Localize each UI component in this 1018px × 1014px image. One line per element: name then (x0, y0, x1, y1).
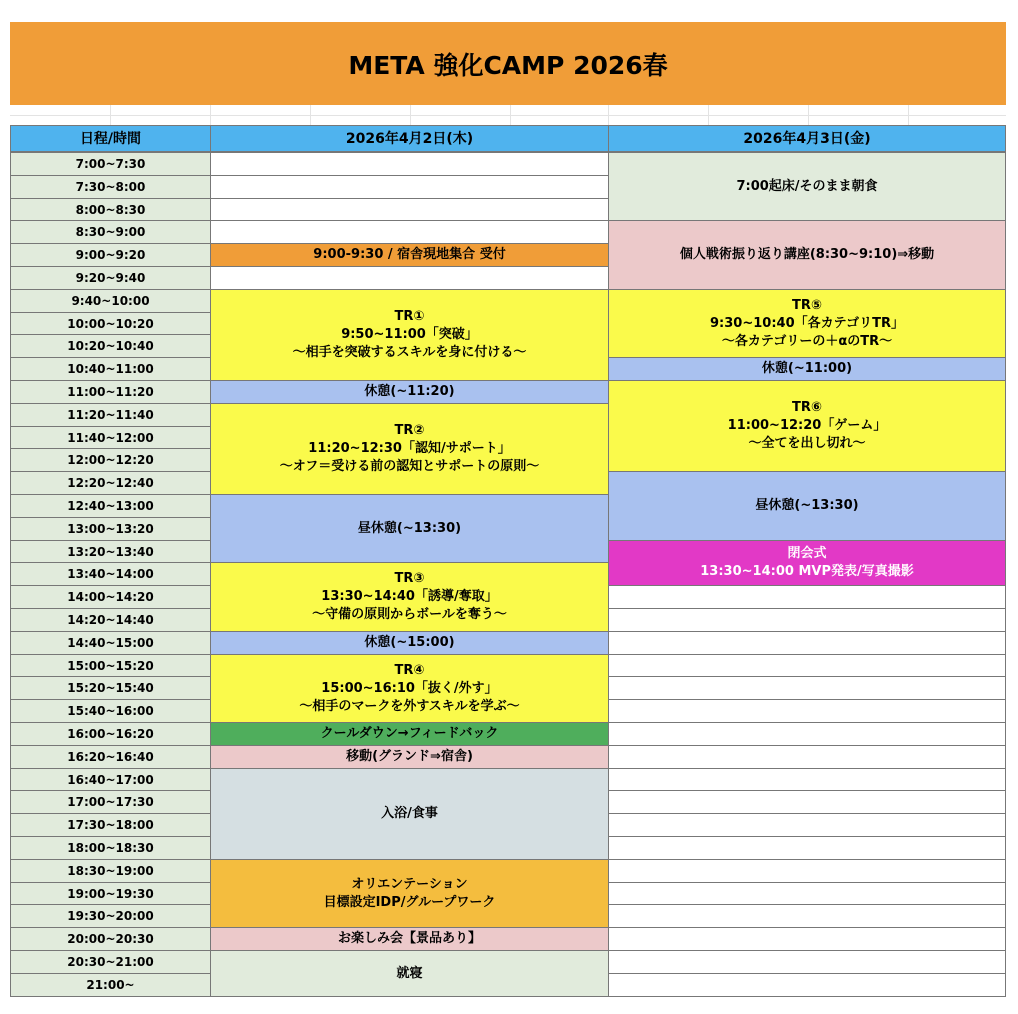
time-slot: 13:20~13:40 (10, 540, 211, 563)
day1-tr2: TR② 11:20~12:30「認知/サポート」 〜オフ＝受ける前の認知とサポートの原則〜 (210, 403, 609, 495)
gridline (10, 115, 1006, 116)
page-title: META 強化CAMP 2026春 (10, 22, 1006, 105)
day2-empty-1830 (608, 859, 1006, 883)
time-slot: 11:20~11:40 (10, 403, 211, 427)
day2-empty-2100 (608, 973, 1006, 997)
time-slot: 18:00~18:30 (10, 836, 211, 860)
day1-break-1: 休憩(~11:20) (210, 380, 609, 404)
day2-wakeup: 7:00起床/そのまま朝食 (608, 152, 1006, 221)
time-slot: 9:40~10:00 (10, 289, 211, 313)
time-slot: 21:00~ (10, 973, 211, 997)
day2-review-lecture: 個人戦術振り返り講座(8:30~9:10)⇒移動 (608, 220, 1006, 290)
time-slot: 14:40~15:00 (10, 631, 211, 655)
time-slot: 13:40~14:00 (10, 562, 211, 586)
time-slot: 19:00~19:30 (10, 882, 211, 905)
day1-bedtime: 就寝 (210, 950, 609, 997)
time-slot: 17:00~17:30 (10, 790, 211, 814)
time-slot: 16:40~17:00 (10, 768, 211, 791)
day1-empty-0700 (210, 152, 609, 176)
day1-empty-0800 (210, 198, 609, 221)
day2-empty-1930 (608, 904, 1006, 928)
day1-empty-0830 (210, 220, 609, 244)
time-slot: 9:20~9:40 (10, 266, 211, 290)
day2-empty-2030 (608, 950, 1006, 974)
time-slot: 7:30~8:00 (10, 175, 211, 199)
day1-lunch: 昼休憩(~13:30) (210, 494, 609, 563)
day2-empty-1800 (608, 836, 1006, 860)
day2-empty-1730 (608, 813, 1006, 837)
day2-empty-1900 (608, 882, 1006, 905)
day2-break: 休憩(~11:00) (608, 357, 1006, 381)
time-slot: 19:30~20:00 (10, 904, 211, 928)
time-slot: 15:20~15:40 (10, 676, 211, 700)
day2-empty-1640 (608, 768, 1006, 791)
time-slot: 7:00~7:30 (10, 152, 211, 176)
day1-empty-0730 (210, 175, 609, 199)
day2-tr5: TR⑤ 9:30~10:40「各カテゴリTR」 〜各カテゴリーの＋αのTR〜 (608, 289, 1006, 358)
day2-empty-1540 (608, 699, 1006, 723)
day2-empty-1620 (608, 745, 1006, 769)
time-slot: 10:20~10:40 (10, 334, 211, 358)
day2-empty-1520 (608, 676, 1006, 700)
header-day2: 2026年4月3日(金) (608, 125, 1006, 152)
day1-tr1: TR① 9:50~11:00「突破」 〜相手を突破するスキルを身に付ける〜 (210, 289, 609, 381)
spacer-row (10, 105, 1006, 125)
time-slot: 18:30~19:00 (10, 859, 211, 883)
day1-break-2: 休憩(~15:00) (210, 631, 609, 655)
day1-tr4: TR④ 15:00~16:10「抜く/外す」 〜相手のマークを外すスキルを学ぶ〜 (210, 654, 609, 723)
time-slot: 14:00~14:20 (10, 585, 211, 609)
day2-empty-1500 (608, 654, 1006, 677)
time-slot: 16:00~16:20 (10, 722, 211, 746)
day2-closing: 閉会式 13:30~14:00 MVP発表/写真撮影 (608, 540, 1006, 586)
time-slot: 20:30~21:00 (10, 950, 211, 974)
time-slot: 10:40~11:00 (10, 357, 211, 381)
day2-empty-1420 (608, 608, 1006, 632)
day2-tr6: TR⑥ 11:00~12:20「ゲーム」 〜全てを出し切れ〜 (608, 380, 1006, 472)
day1-tr3: TR③ 13:30~14:40「誘導/奪取」 〜守備の原則からボールを奪う〜 (210, 562, 609, 632)
time-slot: 17:30~18:00 (10, 813, 211, 837)
header-time: 日程/時間 (10, 125, 211, 152)
day1-fun-party: お楽しみ会【景品あり】 (210, 927, 609, 951)
day1-bath-meal: 入浴/食事 (210, 768, 609, 860)
time-slot: 20:00~20:30 (10, 927, 211, 951)
day1-orientation: オリエンテーション 目標設定IDP/グループワーク (210, 859, 609, 928)
time-slot: 15:00~15:20 (10, 654, 211, 677)
time-slot: 13:00~13:20 (10, 517, 211, 541)
time-slot: 9:00~9:20 (10, 243, 211, 267)
time-slot: 8:00~8:30 (10, 198, 211, 221)
day1-empty-0920 (210, 266, 609, 290)
day2-empty-1400 (608, 585, 1006, 609)
day2-empty-2000 (608, 927, 1006, 951)
time-slot: 10:00~10:20 (10, 312, 211, 335)
time-slot: 16:20~16:40 (10, 745, 211, 769)
time-slot: 11:40~12:00 (10, 426, 211, 449)
day1-move: 移動(グランド⇒宿舎) (210, 745, 609, 769)
time-slot: 14:20~14:40 (10, 608, 211, 632)
time-slot: 12:20~12:40 (10, 471, 211, 495)
time-slot: 11:00~11:20 (10, 380, 211, 404)
day2-lunch: 昼休憩(~13:30) (608, 471, 1006, 541)
day2-empty-1700 (608, 790, 1006, 814)
day2-empty-1600 (608, 722, 1006, 746)
time-slot: 8:30~9:00 (10, 220, 211, 244)
time-slot: 12:00~12:20 (10, 448, 211, 472)
header-day1: 2026年4月2日(木) (210, 125, 609, 152)
day1-assembly: 9:00-9:30 / 宿舎現地集合 受付 (210, 243, 609, 267)
day2-empty-1440 (608, 631, 1006, 655)
time-slot: 12:40~13:00 (10, 494, 211, 518)
time-slot: 15:40~16:00 (10, 699, 211, 723)
day1-cooldown: クールダウン→フィードバック (210, 722, 609, 746)
